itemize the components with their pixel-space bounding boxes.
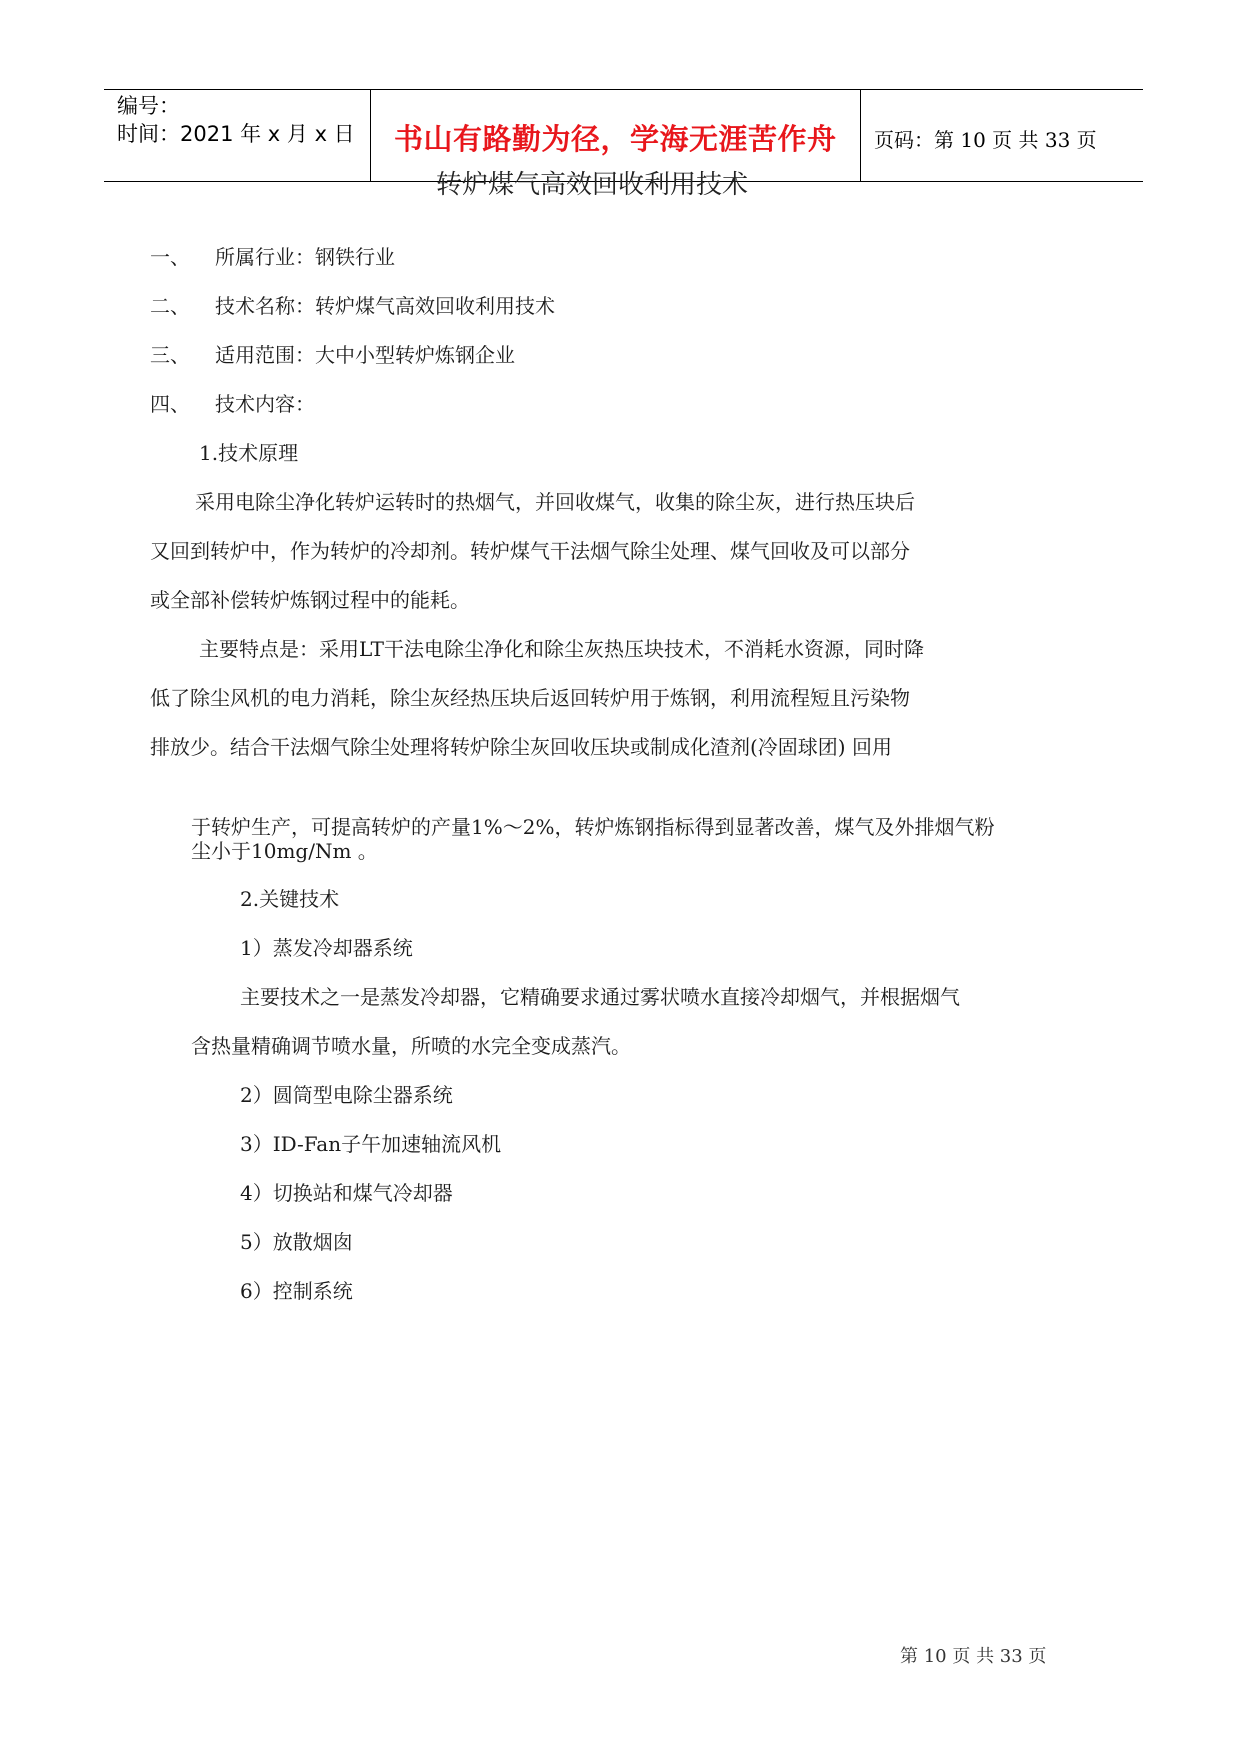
item-text-4: 技术内容：: [215, 392, 315, 416]
header-divider-right: [860, 89, 861, 181]
features-continued-line-1: 于转炉生产，可提高转炉的产量1%～2%，转炉炼钢指标得到显著改善，煤气及外排烟气粉: [191, 815, 995, 839]
item-text-1: 所属行业：钢铁行业: [215, 245, 395, 269]
features-line-1: 主要特点是：采用LT干法电除尘净化和除尘灰热压块技术，不消耗水资源，同时降: [199, 637, 924, 661]
key-item-2: 2）圆筒型电除尘器系统: [240, 1083, 453, 1107]
header-motto: 书山有路勤为径，学海无涯苦作舟: [394, 122, 837, 156]
key-item-6: 6）控制系统: [240, 1279, 353, 1303]
item-marker-2: 二、: [150, 294, 190, 318]
document-title: 转炉煤气高效回收利用技术: [436, 170, 749, 200]
key-item-1-desc-line-2: 含热量精确调节喷水量，所喷的水完全变成蒸汽。: [191, 1034, 631, 1058]
header-top-rule: [104, 89, 1143, 90]
key-item-1-desc-line-1: 主要技术之一是蒸发冷却器，它精确要求通过雾状喷水直接冷却烟气，并根据烟气: [240, 985, 960, 1009]
header-page-info: 页码：第 10 页 共 33 页: [874, 128, 1097, 152]
features-line-3: 排放少。结合干法烟气除尘处理将转炉除尘灰回收压块或制成化渣剂(冷固球团) 回用: [150, 735, 892, 759]
item-marker-4: 四、: [150, 392, 190, 416]
principle-line-1: 采用电除尘净化转炉运转时的热烟气，并回收煤气，收集的除尘灰，进行热压块后: [195, 490, 915, 514]
principle-line-3: 或全部补偿转炉炼钢过程中的能耗。: [150, 588, 470, 612]
item-text-2: 技术名称：转炉煤气高效回收利用技术: [215, 294, 555, 318]
key-item-4: 4）切换站和煤气冷却器: [240, 1181, 453, 1205]
features-continued-line-2: 尘小于10mg/Nm 。: [191, 839, 378, 863]
subheading-key-tech: 2.关键技术: [240, 887, 340, 911]
document-number-label: 编号：: [117, 94, 180, 118]
item-marker-1: 一、: [150, 245, 190, 269]
document-time-label: 时间：2021 年 x 月 x 日: [117, 122, 355, 146]
key-item-1: 1）蒸发冷却器系统: [240, 936, 413, 960]
footer-page-number: 第 10 页 共 33 页: [900, 1646, 1047, 1667]
key-item-5: 5）放散烟囱: [240, 1230, 353, 1254]
header-divider-left: [370, 89, 371, 181]
item-text-3: 适用范围：大中小型转炉炼钢企业: [215, 343, 515, 367]
principle-line-2: 又回到转炉中，作为转炉的冷却剂。转炉煤气干法烟气除尘处理、煤气回收及可以部分: [150, 539, 910, 563]
key-item-3: 3）ID-Fan子午加速轴流风机: [240, 1132, 502, 1156]
item-marker-3: 三、: [150, 343, 190, 367]
subheading-principle: 1.技术原理: [199, 441, 299, 465]
features-line-2: 低了除尘风机的电力消耗，除尘灰经热压块后返回转炉用于炼钢，利用流程短且污染物: [150, 686, 910, 710]
